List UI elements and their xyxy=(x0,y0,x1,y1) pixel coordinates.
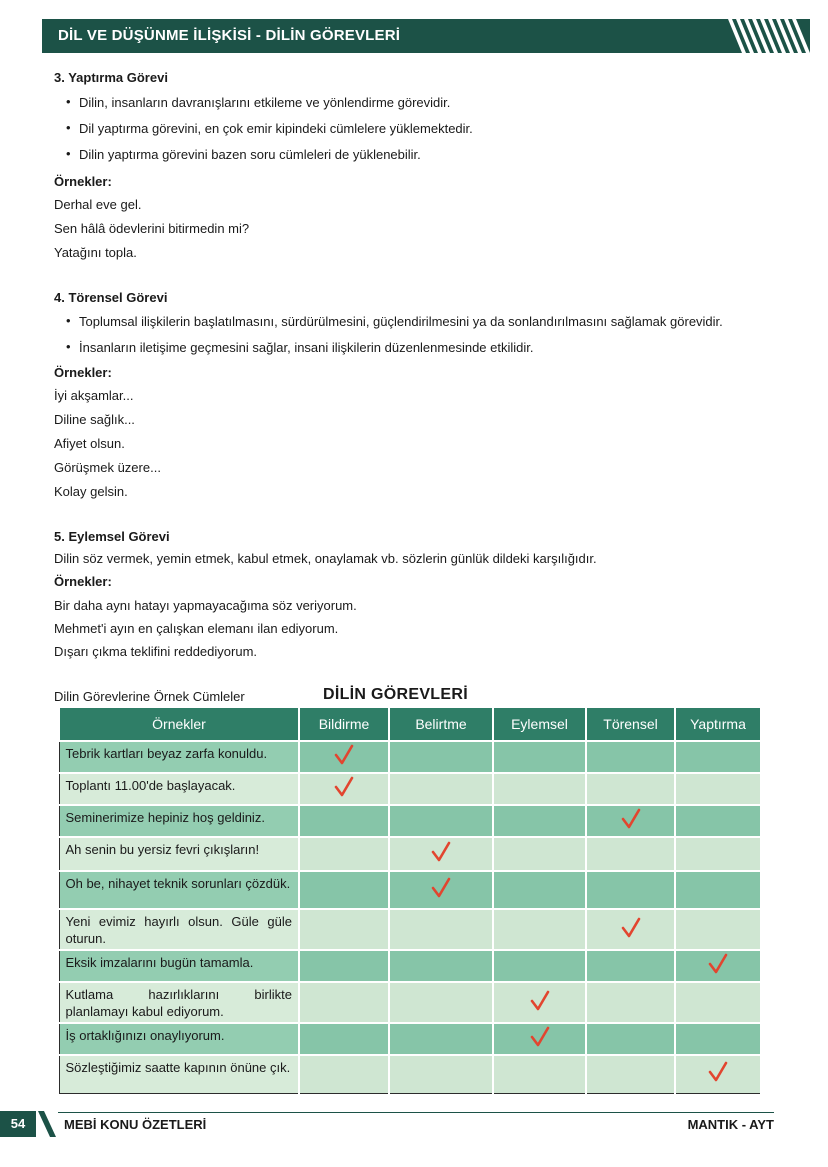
checkmark-icon xyxy=(529,1026,551,1048)
function-cell xyxy=(299,982,389,1023)
header-stripes-decoration xyxy=(720,19,810,53)
checkmark-icon xyxy=(430,877,452,899)
checkmark-icon xyxy=(333,776,355,798)
example-cell: Kutlama hazırlıklarını birlikte planlamayı kabul ediyorum. xyxy=(59,982,299,1023)
table-row xyxy=(59,871,761,909)
function-cell xyxy=(675,871,761,909)
examples-label: Örnekler: xyxy=(54,365,112,380)
footer-slash-decoration xyxy=(36,1111,58,1137)
bullet-item: • İnsanların iletişime geçmesini sağlar, insani ilişkilerin düzenlenmesinde etkilidir. xyxy=(66,340,534,355)
function-cell xyxy=(493,909,586,950)
function-cell xyxy=(389,837,493,871)
example-cell: Eksik imzalarını bugün tamamla. xyxy=(59,950,299,982)
function-cell xyxy=(675,1023,761,1055)
table-row xyxy=(59,1023,761,1055)
table-title: DİLİN GÖREVLERİ xyxy=(323,686,468,703)
examples-label: Örnekler: xyxy=(54,574,112,589)
example-cell: Yeni evimiz hayırlı olsun. Güle güle oturun. xyxy=(59,909,299,950)
page-number: 54 xyxy=(0,1111,36,1137)
function-cell xyxy=(389,1023,493,1055)
function-cell xyxy=(299,1023,389,1055)
chapter-header xyxy=(42,19,810,53)
function-cell xyxy=(299,805,389,837)
function-cell xyxy=(675,773,761,805)
function-cell xyxy=(493,950,586,982)
example-line: Bir daha aynı hatayı yapmayacağıma söz veriyorum. xyxy=(54,598,357,613)
function-cell xyxy=(586,741,675,773)
function-cell xyxy=(586,950,675,982)
table-body xyxy=(59,741,761,1093)
checkmark-icon xyxy=(620,917,642,939)
function-cell xyxy=(493,871,586,909)
table-caption: Dilin Görevlerine Örnek Cümleler xyxy=(54,689,245,704)
table-row xyxy=(59,805,761,837)
example-cell: Oh be, nihayet teknik sorunları çözdük. xyxy=(59,871,299,909)
function-cell xyxy=(389,1055,493,1093)
chapter-title: DİL VE DÜŞÜNME İLİŞKİSİ - DİLİN GÖREVLERİ xyxy=(58,27,401,44)
section-heading-yaptirma: 3. Yaptırma Görevi xyxy=(54,70,168,85)
function-cell xyxy=(586,1055,675,1093)
example-line: Afiyet olsun. xyxy=(54,436,125,451)
function-cell xyxy=(389,871,493,909)
column-header: Örnekler xyxy=(59,707,299,741)
function-cell xyxy=(493,982,586,1023)
function-cell xyxy=(299,741,389,773)
function-cell xyxy=(586,837,675,871)
function-cell xyxy=(675,741,761,773)
column-header: Törensel xyxy=(586,707,675,741)
function-cell xyxy=(586,871,675,909)
table-row xyxy=(59,773,761,805)
bullet-item: • Dil yaptırma görevini, en çok emir kipindeki cümlelere yüklemektedir. xyxy=(66,121,473,136)
bullet-item: • Dilin, insanların davranışlarını etkileme ve yönlendirme görevidir. xyxy=(66,95,450,110)
function-cell xyxy=(299,837,389,871)
function-cell xyxy=(389,741,493,773)
checkmark-icon xyxy=(333,744,355,766)
function-cell xyxy=(675,909,761,950)
function-cell xyxy=(586,773,675,805)
table-row xyxy=(59,1055,761,1093)
function-cell xyxy=(675,950,761,982)
function-cell xyxy=(586,1023,675,1055)
column-header: Eylemsel xyxy=(493,707,586,741)
example-line: Kolay gelsin. xyxy=(54,484,128,499)
function-cell xyxy=(389,909,493,950)
section-heading-eylemsel: 5. Eylemsel Görevi xyxy=(54,529,170,544)
example-line: Yatağını topla. xyxy=(54,245,137,260)
example-line: Derhal eve gel. xyxy=(54,197,142,212)
examples-label: Örnekler: xyxy=(54,174,112,189)
function-cell xyxy=(299,950,389,982)
table-row xyxy=(59,741,761,773)
table-header-row xyxy=(59,707,761,741)
checkmark-icon xyxy=(430,841,452,863)
function-cell xyxy=(675,982,761,1023)
bullet-item: • Toplumsal ilişkilerin başlatılmasını, sürdürülmesini, güçlendirilmesini ya da sonlandırılmasını sağlamak görevidir. xyxy=(66,314,723,329)
example-line: Sen hâlâ ödevlerini bitirmedin mi? xyxy=(54,221,250,236)
function-cell xyxy=(299,909,389,950)
example-line: Mehmet'i ayın en çalışkan elemanı ilan ediyorum. xyxy=(54,621,339,636)
function-cell xyxy=(299,773,389,805)
function-cell xyxy=(299,1055,389,1093)
section-heading-torensel: 4. Törensel Görevi xyxy=(54,290,168,305)
example-line: Diline sağlık... xyxy=(54,412,135,427)
checkmark-icon xyxy=(529,990,551,1012)
column-header: Yaptırma xyxy=(675,707,761,741)
example-cell: Toplantı 11.00'de başlayacak. xyxy=(59,773,299,805)
footer-divider xyxy=(58,1112,774,1113)
function-cell xyxy=(493,1023,586,1055)
function-cell xyxy=(389,982,493,1023)
function-cell xyxy=(493,805,586,837)
function-cell xyxy=(389,773,493,805)
function-cell xyxy=(675,805,761,837)
section-description: Dilin söz vermek, yemin etmek, kabul etmek, onaylamak vb. sözlerin günlük dildeki karşılığıdır. xyxy=(54,551,597,566)
column-header: Belirtme xyxy=(389,707,493,741)
bullet-item: • Dilin yaptırma görevini bazen soru cümleleri de yüklenebilir. xyxy=(66,147,421,162)
footer-publication: MEBİ KONU ÖZETLERİ xyxy=(64,1117,207,1132)
checkmark-icon xyxy=(620,808,642,830)
function-cell xyxy=(493,741,586,773)
function-cell xyxy=(586,909,675,950)
function-cell xyxy=(493,773,586,805)
function-cell xyxy=(299,871,389,909)
example-line: Görüşmek üzere... xyxy=(54,460,161,475)
example-cell: Sözleştiğimiz saatte kapının önüne çık. xyxy=(59,1055,299,1093)
function-cell xyxy=(675,1055,761,1093)
table-row xyxy=(59,950,761,982)
function-cell xyxy=(389,950,493,982)
footer-subject: MANTIK - AYT xyxy=(687,1117,774,1132)
function-cell xyxy=(493,1055,586,1093)
example-line: İyi akşamlar... xyxy=(54,388,134,403)
function-cell xyxy=(586,982,675,1023)
example-line: Dışarı çıkma teklifini reddediyorum. xyxy=(54,644,258,659)
function-cell xyxy=(389,805,493,837)
checkmark-icon xyxy=(707,1061,729,1083)
function-cell xyxy=(493,837,586,871)
functions-table xyxy=(58,706,762,1094)
function-cell xyxy=(675,837,761,871)
table-row xyxy=(59,837,761,871)
column-header: Bildirme xyxy=(299,707,389,741)
example-cell: Seminerimize hepiniz hoş geldiniz. xyxy=(59,805,299,837)
example-cell: Tebrik kartları beyaz zarfa konuldu. xyxy=(59,741,299,773)
example-cell: Ah senin bu yersiz fevri çıkışların! xyxy=(59,837,299,871)
table-row xyxy=(59,909,761,950)
function-cell xyxy=(586,805,675,837)
checkmark-icon xyxy=(707,953,729,975)
table-row xyxy=(59,982,761,1023)
example-cell: İş ortaklığınızı onaylıyorum. xyxy=(59,1023,299,1055)
